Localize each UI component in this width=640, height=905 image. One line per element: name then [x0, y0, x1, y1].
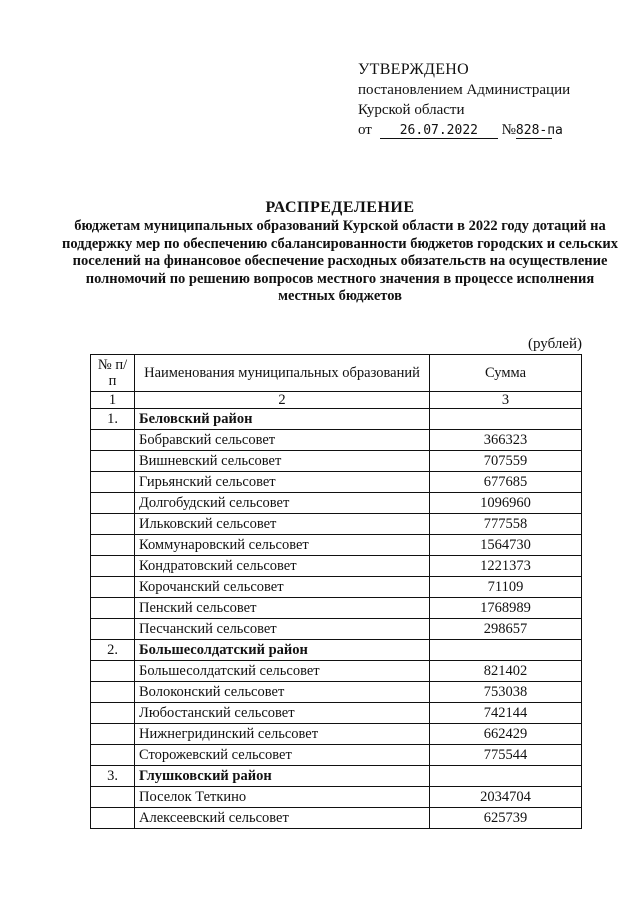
- row-number: 1.: [91, 409, 135, 430]
- table-row: [91, 556, 582, 577]
- row-sum: 677685: [430, 472, 582, 493]
- approval-date-line: [358, 120, 570, 140]
- title-subtitle: бюджетам муниципальных образований Курской области в 2022 году дотаций на поддержку мер по обеспечению сбалансированности бюджетов городских и сельских поселений на финансовое обеспечение расходных обязательств на осуществление полномочий по решению вопросов местного значения в процессе исполнения местных бюджетов: [61, 218, 619, 305]
- column-number: 2: [135, 392, 430, 409]
- row-sum: [430, 409, 582, 430]
- district-row: [91, 766, 582, 787]
- row-number: 2.: [91, 640, 135, 661]
- row-number: [91, 451, 135, 472]
- table-row: [91, 619, 582, 640]
- row-number: [91, 745, 135, 766]
- row-sum: 753038: [430, 682, 582, 703]
- table-row: [91, 682, 582, 703]
- document-title: [60, 198, 620, 306]
- district-row: [91, 640, 582, 661]
- row-name: Ильковский сельсовет: [135, 514, 430, 535]
- header-sum: Сумма: [430, 355, 582, 392]
- unit-label: (рублей): [527, 336, 582, 352]
- table-row: [91, 577, 582, 598]
- approval-heading: УТВЕРЖДЕНО: [358, 61, 470, 78]
- row-number: [91, 787, 135, 808]
- row-number: [91, 598, 135, 619]
- row-number: [91, 682, 135, 703]
- table-row: [91, 493, 582, 514]
- table-row: [91, 451, 582, 472]
- row-number: [91, 430, 135, 451]
- row-name: Большесолдатский район: [135, 640, 430, 661]
- row-name: Алексеевский сельсовет: [135, 808, 430, 829]
- row-name: Бобравский сельсовет: [135, 430, 430, 451]
- column-number: 3: [430, 392, 582, 409]
- column-number-row: [91, 392, 582, 409]
- table-row: [91, 724, 582, 745]
- row-sum: 1768989: [430, 598, 582, 619]
- row-number: [91, 472, 135, 493]
- table-row: [91, 430, 582, 451]
- row-sum: 707559: [430, 451, 582, 472]
- row-sum: 662429: [430, 724, 582, 745]
- from-label: от: [358, 122, 372, 138]
- row-name: Коммунаровский сельсовет: [135, 535, 430, 556]
- header-row: [91, 355, 582, 392]
- distribution-table: [90, 354, 582, 829]
- row-sum: 298657: [430, 619, 582, 640]
- row-number: 3.: [91, 766, 135, 787]
- row-name: Пенский сельсовет: [135, 598, 430, 619]
- row-name: Вишневский сельсовет: [135, 451, 430, 472]
- row-name: Поселок Теткино: [135, 787, 430, 808]
- row-number: [91, 703, 135, 724]
- header-name: Наименования муниципальных образований: [135, 355, 430, 392]
- row-name: Беловский район: [135, 409, 430, 430]
- row-sum: 71109: [430, 577, 582, 598]
- row-name: Волоконский сельсовет: [135, 682, 430, 703]
- row-name: Корочанский сельсовет: [135, 577, 430, 598]
- approval-block: [358, 60, 570, 140]
- approval-line-1: постановлением Администрации: [358, 82, 571, 98]
- table-row: [91, 787, 582, 808]
- table-row: [91, 661, 582, 682]
- table-row: [91, 703, 582, 724]
- row-sum: [430, 640, 582, 661]
- row-sum: 366323: [430, 430, 582, 451]
- row-sum: 821402: [430, 661, 582, 682]
- row-name: Гирьянский сельсовет: [135, 472, 430, 493]
- row-sum: 1564730: [430, 535, 582, 556]
- row-name: Глушковский район: [135, 766, 430, 787]
- table-row: [91, 472, 582, 493]
- approval-number: 828-па: [515, 123, 563, 138]
- row-sum: [430, 766, 582, 787]
- row-number: [91, 661, 135, 682]
- row-number: [91, 535, 135, 556]
- row-number: [91, 493, 135, 514]
- table-row: [91, 745, 582, 766]
- approval-line-2: Курской области: [358, 102, 465, 118]
- row-sum: 1221373: [430, 556, 582, 577]
- table-row: [91, 535, 582, 556]
- table-row: [91, 808, 582, 829]
- row-number: [91, 724, 135, 745]
- number-label: №: [501, 122, 516, 138]
- table-row: [91, 598, 582, 619]
- header-number: № п/п: [91, 355, 135, 392]
- row-number: [91, 577, 135, 598]
- column-number: 1: [91, 392, 135, 409]
- row-sum: 2034704: [430, 787, 582, 808]
- row-name: Песчанский сельсовет: [135, 619, 430, 640]
- row-sum: 777558: [430, 514, 582, 535]
- row-number: [91, 808, 135, 829]
- table-row: [91, 514, 582, 535]
- row-sum: 742144: [430, 703, 582, 724]
- row-number: [91, 514, 135, 535]
- district-row: [91, 409, 582, 430]
- row-name: Долгобудский сельсовет: [135, 493, 430, 514]
- row-name: Кондратовский сельсовет: [135, 556, 430, 577]
- row-name: Любостанский сельсовет: [135, 703, 430, 724]
- approval-date: 26.07.2022: [380, 123, 498, 139]
- row-name: Сторожевский сельсовет: [135, 745, 430, 766]
- row-number: [91, 556, 135, 577]
- title-main: РАСПРЕДЕЛЕНИЕ: [265, 199, 415, 216]
- row-sum: 625739: [430, 808, 582, 829]
- row-name: Большесолдатский сельсовет: [135, 661, 430, 682]
- row-sum: 775544: [430, 745, 582, 766]
- row-sum: 1096960: [430, 493, 582, 514]
- row-number: [91, 619, 135, 640]
- row-name: Нижнегридинский сельсовет: [135, 724, 430, 745]
